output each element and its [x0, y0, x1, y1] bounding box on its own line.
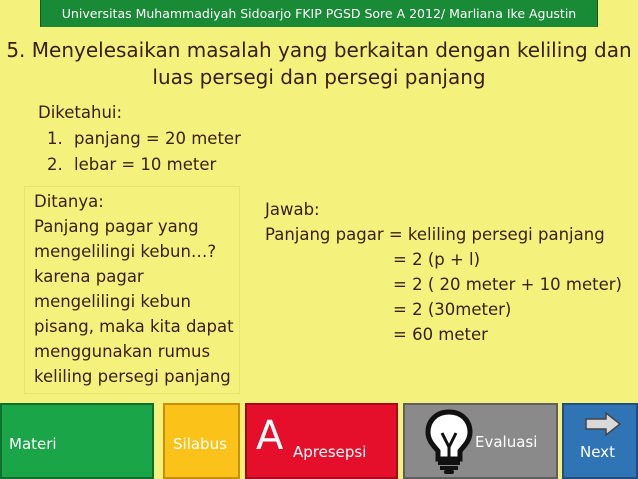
given-list	[38, 126, 298, 178]
next-label: Next	[580, 443, 615, 461]
evaluasi-button[interactable]	[403, 403, 558, 479]
question-line: mengelilingi kebun…?	[34, 242, 217, 261]
materi-label: Materi	[9, 435, 57, 453]
question-line: Ditanya:	[34, 192, 104, 211]
apresepsi-button[interactable]	[245, 403, 398, 479]
given-item: 1. panjang = 20 meter	[68, 126, 298, 152]
question-line: pisang, maka kita dapat	[34, 317, 234, 336]
answer-line: Panjang pagar = keliling persegi panjang	[265, 225, 605, 244]
slide-title-line-1: 5. Menyelesaikan masalah yang berkaitan dengan keliling dan	[6, 38, 632, 62]
question-line: mengelilingi kebun	[34, 292, 191, 311]
question-line: karena pagar	[34, 267, 144, 286]
apresepsi-letter: A	[256, 413, 284, 459]
answer-step: = 2 (p + l)	[393, 250, 481, 269]
silabus-label: Silabus	[173, 435, 227, 453]
apresepsi-label: Apresepsi	[293, 443, 367, 461]
evaluasi-label: Evaluasi	[475, 433, 538, 451]
answer-step: = 2 (30meter)	[393, 300, 512, 319]
answer-step: = 2 ( 20 meter + 10 meter)	[393, 275, 622, 294]
answer-step: = 60 meter	[393, 325, 488, 344]
header-bar	[40, 0, 598, 27]
given-section	[38, 100, 298, 178]
header-text: Universitas Muhammadiyah Sidoarjo FKIP PGSD Sore A 2012/ Marliana Ike Agustin	[61, 6, 577, 21]
question-line: Panjang pagar yang	[34, 217, 199, 236]
materi-button[interactable]	[0, 403, 154, 479]
slide-title-line-2: luas persegi dan persegi panjang	[152, 65, 486, 89]
slide-title	[4, 37, 634, 91]
silabus-button[interactable]	[163, 403, 240, 479]
question-line: keliling persegi panjang	[34, 367, 231, 386]
question-box	[24, 186, 240, 394]
lightbulb-icon	[425, 409, 473, 475]
given-heading: Diketahui:	[38, 103, 123, 122]
answer-section	[265, 197, 635, 347]
answer-heading: Jawab:	[265, 200, 320, 219]
right-arrow-icon	[584, 411, 622, 437]
question-line: menggunakan rumus	[34, 342, 211, 361]
next-button[interactable]	[562, 403, 638, 479]
given-item: 2. lebar = 10 meter	[68, 152, 298, 178]
